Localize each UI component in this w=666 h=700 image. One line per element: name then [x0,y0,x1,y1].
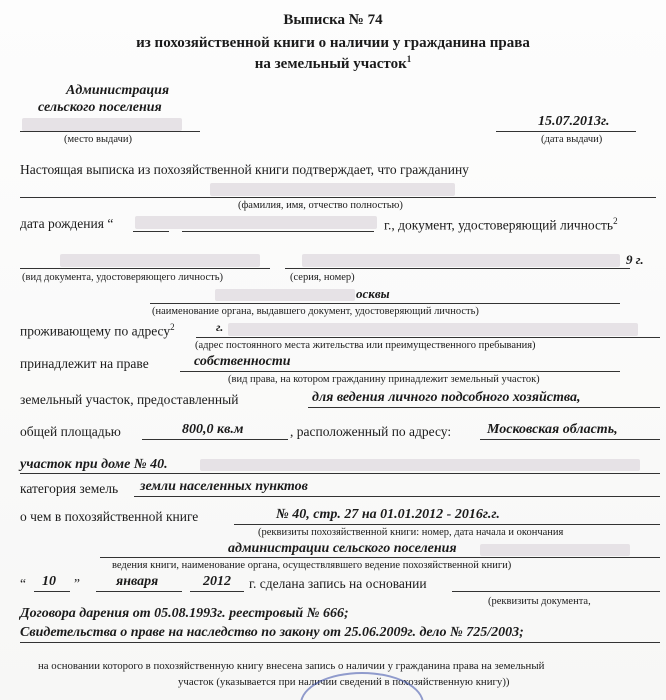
redacted-house-address [200,459,640,471]
organ-caption: (наименование органа, выдавшего документ, удостоверяющий личность) [152,306,479,317]
redacted-document [60,254,260,267]
document-subtitle-1: из похозяйственной книги о наличии у гражданина права [136,35,530,51]
basis-underline [452,591,660,592]
basis-2: Свидетельства о праве на наследство по закону от 25.06.2009г. дело № 725/2003; [20,625,524,640]
footer-line-2: участок (указывается при наличии сведений в похозяйственную книгу)) [178,676,510,688]
document-subtitle-2 [0,54,666,73]
organ-value: осквы [356,286,390,301]
right-underline [180,371,620,372]
day-underline [34,591,70,592]
right-label: принадлежит на праве [20,356,149,371]
record-month: января [116,574,159,589]
area-value: 800,0 кв.м [182,422,244,437]
place-caption: (место выдачи) [64,134,133,145]
address-caption: (адрес постоянного места жительства или преимущественного пребывания) [195,340,536,351]
book-caption: (реквизиты похозяйственной книги: номер, дата начала и окончания [258,527,564,538]
book-value: № 40, стр. 27 на 01.01.2012 - 2016г.г. [276,507,500,522]
open-quote: “ [20,576,26,591]
record-year: 2012 [203,574,231,589]
place-underline [20,131,200,132]
birth-tail [384,216,618,234]
birth-end-text: г., документ, удостоверяющий личность [384,217,614,233]
record-day: 10 [42,574,56,589]
basis-caption: (реквизиты документа, [488,596,591,607]
category-value: земли населенных пунктов [140,479,308,494]
doc-tail: 9 г. [626,252,644,267]
house-underline [20,473,660,474]
redacted-organ [215,289,355,301]
date-underline [496,131,636,132]
doc-kind-underline [20,268,270,269]
area-underline [142,439,288,440]
address-underline [196,337,660,338]
close-quote: ” [74,576,80,591]
category-label: категория земель [20,481,119,496]
series-caption: (серия, номер) [290,272,355,283]
subtitle-2-text: на земельный участок [254,56,407,72]
location-label: , расположенный по адресу: [290,424,452,439]
area-label: общей площадью [20,424,121,439]
redacted-address [228,323,638,336]
footnote-mark: 2 [170,322,175,332]
book-underline [234,524,660,525]
name-underline [20,197,656,198]
month-underline [96,591,182,592]
address-label [20,322,175,340]
plot-house: участок при доме № 40. [20,457,168,472]
redacted-place [22,118,182,131]
plot-label: земельный участок, предоставленный [20,392,239,407]
intro-text: Настоящая выписка из похозяйственной книги подтверждает, что гражданину [20,162,469,177]
footnote-mark: 2 [613,216,618,226]
footer-line-1: на основании которого в похозяйственную книгу внесена запись о наличии у гражданина права на земельный [38,660,545,672]
footnote-mark: 1 [406,54,412,64]
birth-label: дата рождения “ [20,216,114,231]
location-underline [480,439,660,440]
organ-underline [150,303,620,304]
category-underline [134,496,660,497]
doc-series-underline [285,268,630,269]
year-underline [190,591,244,592]
admin-value: администрации сельского поселения [228,541,457,556]
right-caption: (вид права, на котором гражданину принадлежит земельный участок) [228,374,540,385]
basis-2-underline [20,642,660,643]
issuer-line-1: Администрация [66,83,170,98]
record-date [20,576,26,592]
address-label-text: проживающему по адресу [20,323,171,339]
birth-month-line [182,231,374,232]
redacted-birth-date [135,216,377,229]
name-caption: (фамилия, имя, отчество полностью) [238,200,403,211]
location-value: Московская область, [487,422,618,437]
date-caption: (дата выдачи) [541,134,603,145]
admin-underline [100,557,660,558]
birth-day-line [133,231,169,232]
issue-date: 15.07.2013г. [538,114,610,129]
issuer-line-2: сельского поселения [38,100,162,115]
plot-value: для ведения личного подсобного хозяйства, [312,390,581,405]
redacted-series [302,254,620,267]
plot-underline [308,407,660,408]
admin-caption: ведения книги, наименование органа, осуществлявшего ведение похозяйственной книги) [112,560,512,571]
book-label: о чем в похозяйственной книге [20,509,199,524]
right-value: собственности [194,354,291,369]
doc-caption: (вид документа, удостоверяющего личность) [22,272,224,283]
address-value: г. [216,320,224,334]
document-title: Выписка № 74 [283,12,383,28]
basis-1: Договора дарения от 05.08.1993г. реестровый № 666; [20,606,349,621]
redacted-name [210,183,455,196]
redacted-admin [480,544,630,556]
record-tail: г. сделана запись на основании [249,576,427,591]
